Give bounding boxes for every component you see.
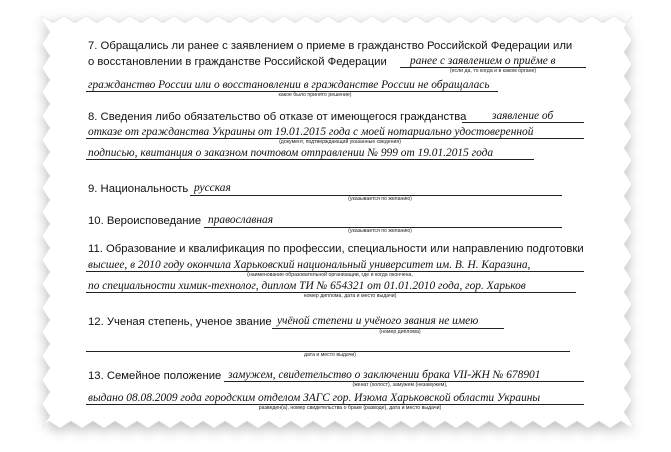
q12-caption2: дата и место выдачи) xyxy=(303,352,357,358)
q13-answer-line1: замужем, свидетельство о заключении брака VII-ЖН № 678901 xyxy=(228,369,541,381)
q8-answer-line1b: отказе от гражданства Украины от 19.01.2015 года с моей нотариально удостоверенной xyxy=(88,126,534,138)
q12-label: 12. Ученая степень, ученое звание xyxy=(88,316,272,328)
q8-underline1a xyxy=(462,122,584,123)
q11-caption1: (наименование образовательной организации, где и когда окончена, xyxy=(247,272,413,278)
q9-caption: (указывается по желанию) xyxy=(348,196,412,202)
q12-caption1: (номер диплома) xyxy=(379,329,421,335)
q8-label: 8. Сведения либо обязательство об отказе от имеющегося гражданства xyxy=(88,111,467,123)
q8-answer-line1a: заявление об xyxy=(492,110,554,122)
q7-answer-line1: ранее с заявлением о приёме в xyxy=(410,55,556,67)
q10-label: 10. Вероисповедание xyxy=(88,215,202,227)
q7-label-line1: 7. Обращались ли ранее с заявлением о приеме в гражданство Российской Федерации или xyxy=(88,40,573,52)
q8-answer-line2: подписью, квитанция о заказном почтовом отправлении № 999 от 19.01.2015 года xyxy=(88,147,494,159)
q10-caption: (указывается по желанию) xyxy=(348,228,412,234)
q7-caption1: (если да, то когда и в каком органе) xyxy=(449,68,537,74)
q13-label: 13. Семейное положение xyxy=(88,370,222,382)
q11-answer-line2: по специальности химик-технолог, диплом ТИ № 654321 от 01.01.2010 года, гор. Харьков xyxy=(88,280,526,292)
q8-underline2 xyxy=(86,159,534,160)
q9-answer: русская xyxy=(194,182,231,194)
q8-caption1: (документ, подтверждающий указанные сведения) xyxy=(279,139,401,145)
q7-label-line2: о восстановлении в гражданстве Российской Федерации xyxy=(88,56,387,68)
q13-answer-line2: выдано 08.08.2009 года городским отделом ЗАГС гор. Изюма Харьковской области Украины xyxy=(88,392,541,404)
q9-label: 9. Национальность xyxy=(88,183,189,195)
q11-label: 11. Образование и квалификация по профессии, специальности или направлению подготовки xyxy=(88,243,584,255)
q13-caption1: (женат (холост), замужем (незамужем), xyxy=(352,382,448,388)
q7-answer-line2: гражданство России или о восстановлении в гражданстве России не обращалась xyxy=(88,79,490,91)
q10-answer: православная xyxy=(208,214,274,226)
q12-answer: учёной степени и учёного звания не имею xyxy=(277,315,479,327)
q11-answer-line1: высшее, в 2010 году окончила Харьковский национальный университет им. В. Н. Каразина, xyxy=(88,259,531,271)
q13-caption2: разведен(а), номер свидетельства о браке (разводе), дата и место выдачи) xyxy=(258,405,442,411)
q7-caption2: какое было принято решение) xyxy=(278,92,352,98)
q11-caption2: номер диплома, дата и место выдачи) xyxy=(303,293,397,299)
